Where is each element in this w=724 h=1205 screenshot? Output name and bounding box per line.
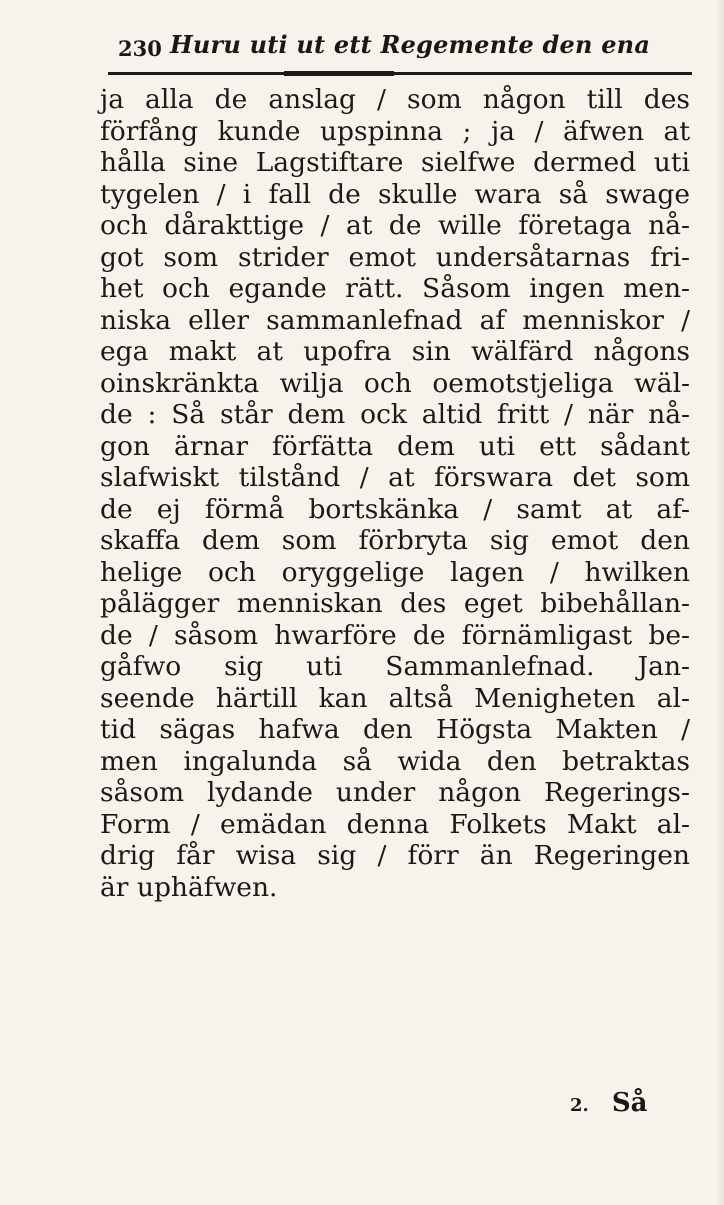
running-head [118, 28, 698, 64]
text-line: gåfwo sig uti Sammanlefnad. Jan- [100, 651, 690, 682]
text-line: ega makt at upofra sin wälfärd någons [100, 336, 690, 367]
text-line: de ej förmå bortskänka / samt at af- [100, 493, 690, 525]
text-line: tygelen / i fall de skulle wara så swage [100, 178, 690, 210]
catchword-area [570, 1088, 690, 1118]
text-line: de : Så står dem ock altid fritt / när nå- [100, 399, 690, 430]
text-line: såsom lydande under någon Regerings- [100, 777, 690, 808]
text-line: ja alla de anslag / som någon till des [100, 84, 690, 115]
text-line: hålla sine Lagstiftare sielfwe dermed uti [100, 147, 690, 178]
text-line: slafwiskt tilstånd / at förswara det som [100, 462, 690, 493]
page-number: 230 [118, 36, 162, 61]
text-line: oinskränkta wilja och oemotstjeliga wäl- [100, 367, 690, 399]
page-edge-shadow [716, 0, 724, 1205]
text-line: gon ärnar förfätta dem uti ett sådant [100, 430, 690, 462]
text-line: het och egande rätt. Såsom ingen men- [100, 273, 690, 304]
text-line: helige och oryggelige lagen / hwilken [100, 556, 690, 588]
text-line: seende härtill kan altså Menigheten al- [100, 682, 690, 714]
text-line-last: är uphäfwen. [100, 871, 278, 903]
text-line: skaffa dem som förbryta sig emot den [100, 525, 690, 556]
running-title: Huru uti ut ett Regemente den ena [170, 30, 651, 59]
body-text [100, 84, 690, 903]
text-line: men ingalunda så wida den betraktas [100, 745, 690, 777]
text-line: got som strider emot undersåtarnas fri- [100, 241, 690, 273]
text-line: förfång kunde upspinna ; ja / äfwen at [100, 115, 690, 147]
text-line: och dårakttige / at de wille företaga nå- [100, 210, 690, 241]
text-line: Form / emädan denna Folkets Makt al- [100, 808, 690, 840]
header-rule [108, 72, 692, 75]
signature-mark: 2. [570, 1095, 589, 1116]
text-line: drig får wisa sig / förr än Regeringen [100, 840, 690, 871]
text-line: pålägger menniskan des eget bibehållan- [100, 588, 690, 619]
catchword: Så [611, 1088, 648, 1118]
text-line: de / såsom hwarföre de förnämligast be- [100, 619, 690, 651]
text-line: niska eller sammanlefnad af menniskor / [100, 304, 690, 336]
text-line: tid sägas hafwa den Högsta Makten / [100, 714, 690, 745]
